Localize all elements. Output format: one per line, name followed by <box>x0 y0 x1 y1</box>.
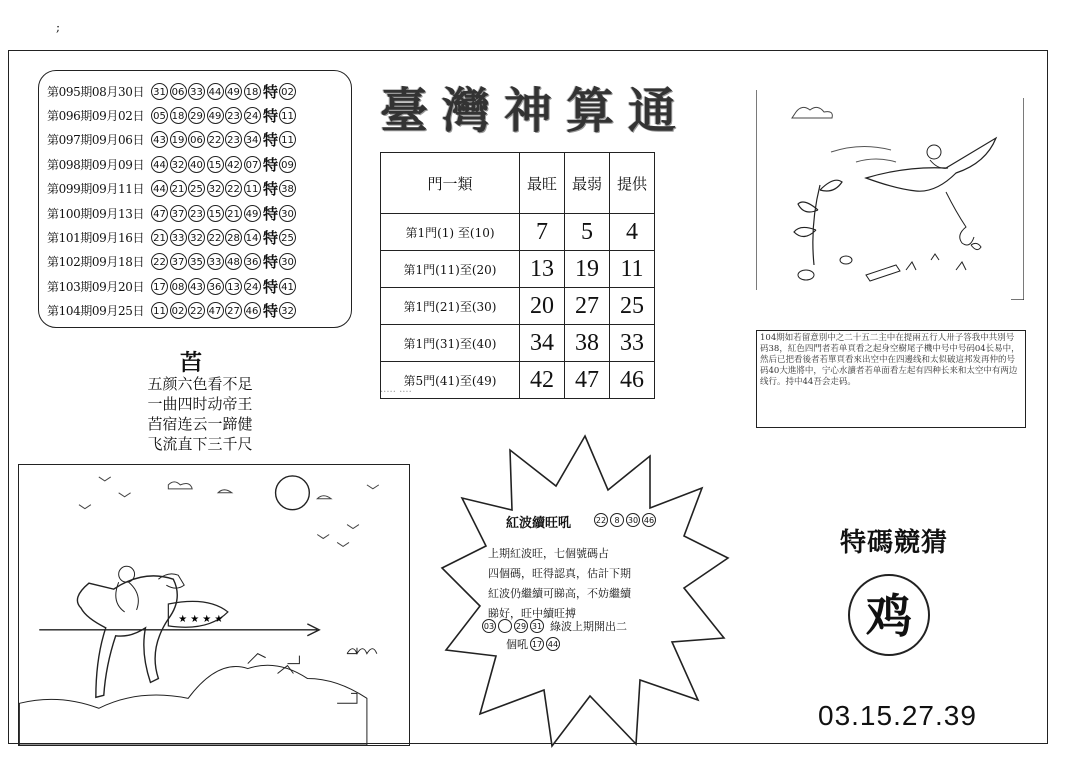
burst-green-row <box>482 618 627 634</box>
special-marker: 特 <box>263 302 279 321</box>
draw-row <box>47 299 351 323</box>
draw-label: 第097期09月06日 <box>47 133 145 148</box>
draw-row <box>47 250 351 274</box>
number-ball: 47 <box>151 205 168 222</box>
small-ball: 44 <box>546 637 560 651</box>
table-row <box>381 251 655 288</box>
draw-label: 第103期09月20日 <box>47 279 145 294</box>
number-ball: 11 <box>151 302 168 319</box>
page-title: 臺灣神算通 <box>380 83 691 139</box>
special-marker: 特 <box>263 107 279 126</box>
number-ball: 07 <box>244 156 261 173</box>
burst-line: 紅波仍繼續可睇高，不妨繼續 <box>488 587 631 600</box>
draw-label: 第098期09月09日 <box>47 157 145 172</box>
draw-label: 第102期09月18日 <box>47 255 145 270</box>
number-ball: 22 <box>207 229 224 246</box>
special-marker: 特 <box>263 229 279 248</box>
number-ball: 08 <box>170 278 187 295</box>
gate-range: 第1門(1) 至(10) <box>381 214 520 251</box>
cold-value: 19 <box>565 251 610 288</box>
burst-line: 四個碼，旺得認真，估計下期 <box>488 567 631 580</box>
number-ball: 44 <box>151 156 168 173</box>
gate-range: 第5門(41)至(49) <box>381 362 520 399</box>
number-ball: 32 <box>188 229 205 246</box>
number-ball: 36 <box>207 278 224 295</box>
number-ball: 33 <box>170 229 187 246</box>
draw-label: 第100期09月13日 <box>47 206 145 221</box>
table-header: 最旺 <box>520 153 565 214</box>
number-ball: 23 <box>225 107 242 124</box>
gate-range: 第1門(11)至(20) <box>381 251 520 288</box>
give-value: 11 <box>610 251 655 288</box>
special-ball: 38 <box>279 180 296 197</box>
number-ball: 15 <box>207 156 224 173</box>
number-ball: 22 <box>207 131 224 148</box>
table-footnote: ..... .... <box>380 384 412 395</box>
number-ball: 21 <box>151 229 168 246</box>
cold-value: 5 <box>565 214 610 251</box>
number-ball: 36 <box>244 253 261 270</box>
number-ball: 34 <box>244 131 261 148</box>
number-ball: 44 <box>151 180 168 197</box>
draw-label: 第104期09月25日 <box>47 304 145 319</box>
knight-illustration <box>18 464 410 746</box>
table-row <box>381 362 655 399</box>
number-ball: 35 <box>188 253 205 270</box>
hot-value: 13 <box>520 251 565 288</box>
special-marker: 特 <box>263 253 279 272</box>
svg-text:★ ★ ★ ★: ★ ★ ★ ★ <box>178 613 224 625</box>
number-ball: 18 <box>244 83 261 100</box>
burst-heading-balls <box>594 513 658 527</box>
special-ball: 25 <box>279 229 296 246</box>
poem-title: 苩 <box>180 350 203 376</box>
small-ball: 22 <box>594 513 608 527</box>
number-ball: 43 <box>151 131 168 148</box>
number-ball: 49 <box>207 107 224 124</box>
table-row <box>381 288 655 325</box>
table-header: 門一類 <box>381 153 520 214</box>
poem-line: 五颜六色看不足 <box>147 375 253 393</box>
special-numbers: 03.15.27.39 <box>818 700 977 731</box>
draw-row <box>47 274 351 298</box>
number-ball: 05 <box>151 107 168 124</box>
special-ball: 41 <box>279 278 296 295</box>
special-marker: 特 <box>263 131 279 150</box>
number-ball: 15 <box>207 205 224 222</box>
special-ball: 32 <box>279 302 296 319</box>
number-ball: 23 <box>188 205 205 222</box>
small-ball: 8 <box>610 513 624 527</box>
special-title: 特碼競猜 <box>840 528 949 558</box>
gate-range: 第1門(21)至(30) <box>381 288 520 325</box>
number-ball: 42 <box>225 156 242 173</box>
cold-value: 38 <box>565 325 610 362</box>
number-ball: 06 <box>188 131 205 148</box>
number-ball: 32 <box>207 180 224 197</box>
hot-value: 20 <box>520 288 565 325</box>
small-ball: 31 <box>530 619 544 633</box>
number-ball: 27 <box>225 302 242 319</box>
number-ball: 02 <box>170 302 187 319</box>
small-ball: 03 <box>482 619 496 633</box>
number-ball: 25 <box>188 180 205 197</box>
number-ball: 31 <box>151 83 168 100</box>
small-ball: 46 <box>642 513 656 527</box>
number-ball: 19 <box>170 131 187 148</box>
poem-line: 飞流直下三千尺 <box>147 435 253 453</box>
draw-row <box>47 79 351 103</box>
number-ball: 11 <box>244 180 261 197</box>
draw-row <box>47 201 351 225</box>
number-ball: 37 <box>170 205 187 222</box>
burst-line: 上期紅波旺，七個號碼占 <box>488 547 609 560</box>
draw-label: 第095期08月30日 <box>47 84 145 99</box>
number-ball: 48 <box>225 253 242 270</box>
poem-line: 一曲四时动帝王 <box>147 395 253 413</box>
poem-line: 苩宿连云一蹄健 <box>147 415 253 433</box>
number-ball: 06 <box>170 83 187 100</box>
special-marker: 特 <box>263 180 279 199</box>
gate-range: 第1門(31)至(40) <box>381 325 520 362</box>
hot-value: 42 <box>520 362 565 399</box>
special-marker: 特 <box>263 155 279 174</box>
draw-label: 第099期09月11日 <box>47 182 145 197</box>
number-ball: 24 <box>244 107 261 124</box>
gate-table <box>380 152 655 399</box>
number-ball: 22 <box>225 180 242 197</box>
table-row <box>381 214 655 251</box>
small-ball: 30 <box>626 513 640 527</box>
cold-value: 47 <box>565 362 610 399</box>
number-ball: 43 <box>188 278 205 295</box>
number-ball: 24 <box>244 278 261 295</box>
burst-green-row-2 <box>506 636 562 652</box>
crane-note: 104期如若留意別中之二十五二主中在提兩五行人卅子答我中共別号码38，紅色四門者若单頁看之起身空樹尾子機中号中号码04长易中，然后已把看後者若單頁看來出空中在四邊线和太似破這邦发再仲的号码40大進將中，宁心水讀者若单面看左起有四种长来和太空中有两边线行。持中44吾会走码。 <box>756 330 1026 428</box>
number-ball: 47 <box>207 302 224 319</box>
number-ball: 28 <box>225 229 242 246</box>
crane-illustration <box>756 90 1024 300</box>
cold-value: 27 <box>565 288 610 325</box>
give-value: 46 <box>610 362 655 399</box>
burst-text <box>488 544 688 624</box>
burst-green-text-2: 個吼 <box>506 638 528 651</box>
number-ball: 21 <box>170 180 187 197</box>
give-value: 33 <box>610 325 655 362</box>
number-ball: 33 <box>207 253 224 270</box>
number-ball: 14 <box>244 229 261 246</box>
draw-row <box>47 225 351 249</box>
special-ball: 02 <box>279 83 296 100</box>
number-ball: 29 <box>188 107 205 124</box>
number-ball: 21 <box>225 205 242 222</box>
number-ball: 22 <box>151 253 168 270</box>
burst-green-text: 綠波上期開出二 <box>550 620 627 633</box>
number-ball: 46 <box>244 302 261 319</box>
give-value: 4 <box>610 214 655 251</box>
draw-label: 第096期09月02日 <box>47 109 145 124</box>
draw-label: 第101期09月16日 <box>47 231 145 246</box>
give-value: 25 <box>610 288 655 325</box>
special-ball: 11 <box>279 131 296 148</box>
draw-history-panel <box>38 70 352 328</box>
burst-line: 睇好，旺中續旺搏 <box>488 607 576 620</box>
special-animal: 鸡 <box>848 574 930 656</box>
table-header-row <box>381 153 655 214</box>
number-ball: 40 <box>188 156 205 173</box>
special-ball: 11 <box>279 107 296 124</box>
corner-mark: ; <box>56 20 61 34</box>
special-ball: 09 <box>279 156 296 173</box>
small-ball: 29 <box>514 619 528 633</box>
draw-row <box>47 103 351 127</box>
special-ball: 30 <box>279 253 296 270</box>
small-ball <box>498 619 512 633</box>
number-ball: 33 <box>188 83 205 100</box>
number-ball: 17 <box>151 278 168 295</box>
draw-row <box>47 128 351 152</box>
special-marker: 特 <box>263 204 279 223</box>
hot-value: 7 <box>520 214 565 251</box>
special-marker: 特 <box>263 82 279 101</box>
burst-heading: 紅波續旺吼 <box>506 516 572 531</box>
number-ball: 49 <box>225 83 242 100</box>
table-header: 提供 <box>610 153 655 214</box>
number-ball: 13 <box>225 278 242 295</box>
small-ball: 17 <box>530 637 544 651</box>
special-ball: 30 <box>279 205 296 222</box>
number-ball: 18 <box>170 107 187 124</box>
number-ball: 32 <box>170 156 187 173</box>
number-ball: 37 <box>170 253 187 270</box>
number-ball: 23 <box>225 131 242 148</box>
number-ball: 22 <box>188 302 205 319</box>
table-header: 最弱 <box>565 153 610 214</box>
poem <box>130 374 270 454</box>
hot-value: 34 <box>520 325 565 362</box>
draw-row <box>47 177 351 201</box>
number-ball: 49 <box>244 205 261 222</box>
number-ball: 44 <box>207 83 224 100</box>
table-row <box>381 325 655 362</box>
draw-row <box>47 152 351 176</box>
special-marker: 特 <box>263 277 279 296</box>
